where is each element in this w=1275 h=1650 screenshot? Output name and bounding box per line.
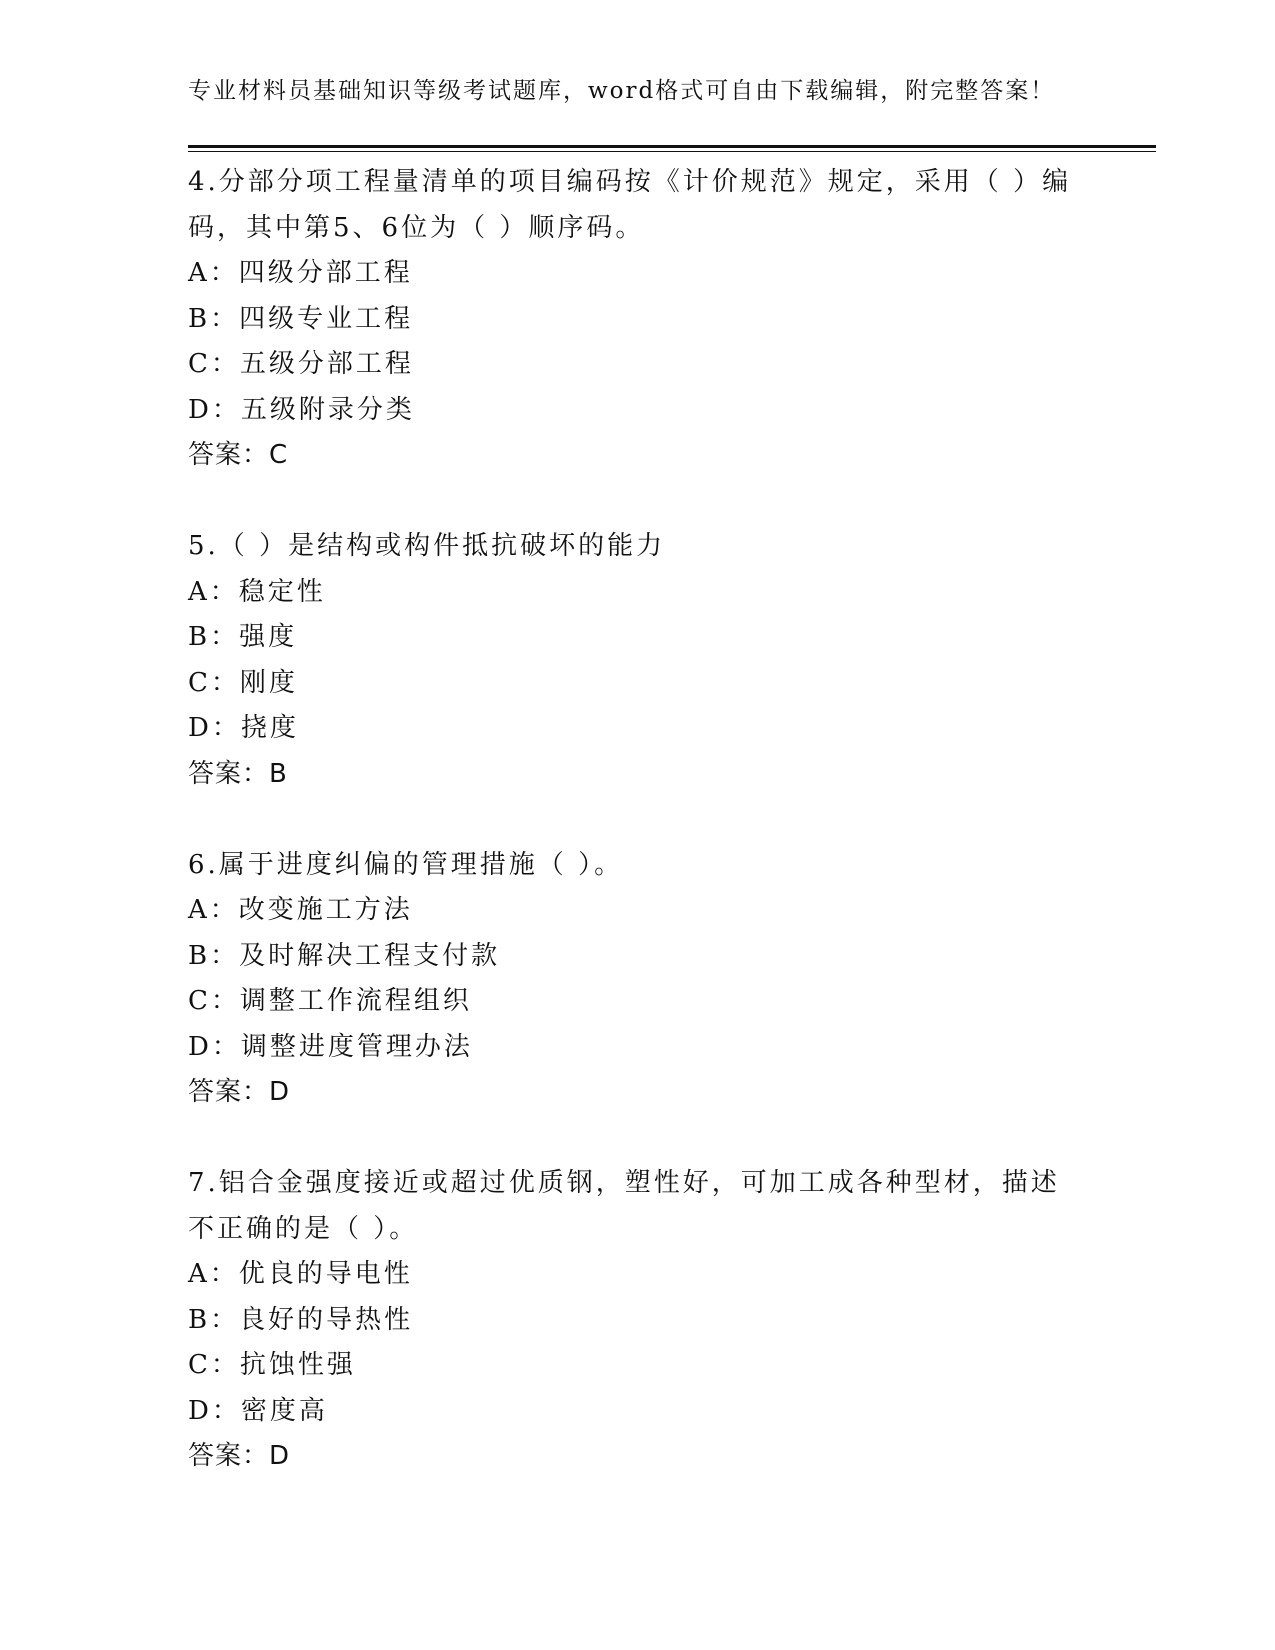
option-b: B：四级专业工程 bbox=[188, 303, 414, 334]
option-d: D：密度高 bbox=[188, 1395, 328, 1426]
header-divider-thick bbox=[188, 145, 1156, 148]
question-stem: 5.（ ）是结构或构件抵抗破坏的能力 bbox=[188, 531, 666, 561]
spacer bbox=[188, 479, 1088, 525]
option-c: C：五级分部工程 bbox=[188, 349, 414, 379]
option-b: B：良好的导热性 bbox=[188, 1304, 414, 1335]
question-stem: 6.属于进度纠偏的管理措施（ ）。 bbox=[188, 849, 624, 880]
spacer bbox=[188, 797, 1088, 843]
option-b: B：强度 bbox=[188, 622, 298, 652]
question-stem-continued: 码，其中第5、6位为（ ）顺序码。 bbox=[188, 212, 645, 243]
option-a: A：稳定性 bbox=[188, 576, 326, 607]
question-7 bbox=[188, 1161, 1088, 1480]
spacer bbox=[188, 1116, 1088, 1162]
option-b: B：及时解决工程支付款 bbox=[188, 940, 501, 971]
option-d: D：调整进度管理办法 bbox=[188, 1031, 473, 1062]
answer-line: 答案：C bbox=[188, 440, 289, 470]
question-stem: 7.铝合金强度接近或超过优质钢，塑性好，可加工成各种型材，描述 bbox=[188, 1168, 1060, 1198]
question-5 bbox=[188, 524, 1088, 797]
option-d: D：挠度 bbox=[188, 713, 299, 743]
question-4 bbox=[188, 160, 1088, 479]
header-divider-thin bbox=[188, 151, 1156, 152]
option-c: C：调整工作流程组织 bbox=[188, 986, 472, 1016]
option-d: D：五级附录分类 bbox=[188, 394, 415, 425]
page-header: 专业材料员基础知识等级考试题库，word格式可自由下载编辑，附完整答案！ bbox=[188, 78, 1056, 104]
option-a: A：改变施工方法 bbox=[188, 895, 413, 925]
question-list bbox=[188, 160, 1088, 1480]
option-c: C：抗蚀性强 bbox=[188, 1350, 356, 1380]
question-stem-continued: 不正确的是（ ）。 bbox=[188, 1213, 419, 1244]
option-a: A：优良的导电性 bbox=[188, 1259, 413, 1289]
question-6 bbox=[188, 843, 1088, 1116]
option-c: C：刚度 bbox=[188, 667, 298, 698]
answer-line: 答案：B bbox=[188, 758, 288, 789]
answer-line: 答案：D bbox=[188, 1077, 291, 1107]
answer-line: 答案：D bbox=[188, 1441, 291, 1471]
option-a: A：四级分部工程 bbox=[188, 258, 413, 288]
question-stem: 4.分部分项工程量清单的项目编码按《计价规范》规定，采用（ ）编 bbox=[188, 167, 1072, 197]
